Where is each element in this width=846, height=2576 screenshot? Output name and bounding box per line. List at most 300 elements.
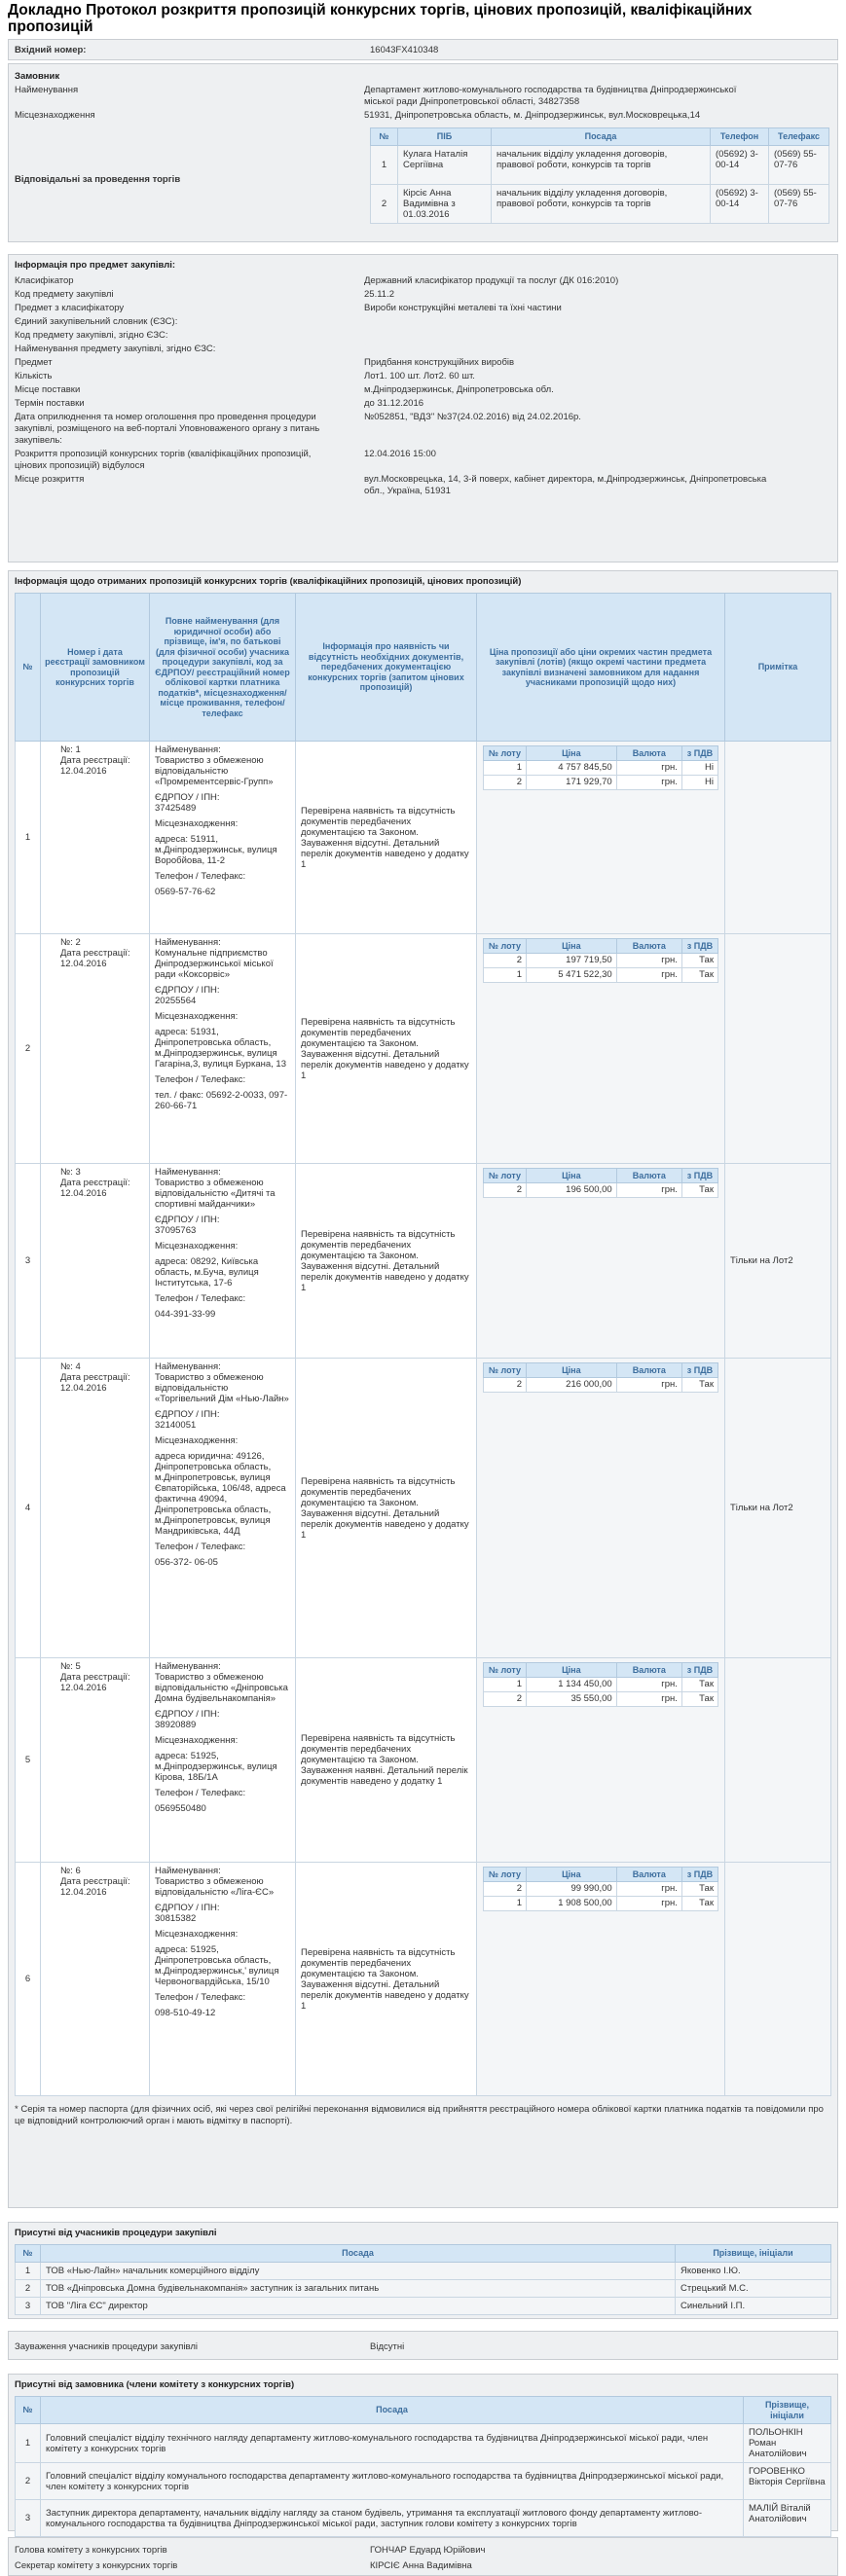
customer-location: 51931, Дніпропетровська область, м. Дніпродзержинськ, вул.Московрецька,14 xyxy=(364,110,701,121)
bid-participant xyxy=(150,934,296,1164)
bid-number: 2 xyxy=(16,934,41,1164)
committee-heading: Присутні від замовника (члени комітету з конкурсних торгів) xyxy=(15,2379,295,2390)
lot-row xyxy=(484,1183,718,1198)
lot-vat: Так xyxy=(681,1692,717,1707)
subject-row xyxy=(9,411,837,448)
lot-currency: грн. xyxy=(616,1692,681,1707)
lot-col: з ПДВ xyxy=(681,1363,717,1378)
lot-col: з ПДВ xyxy=(681,746,717,761)
participants-heading: Присутні від учасників процедури закупівлі xyxy=(15,2228,217,2238)
participant-n: 3 xyxy=(16,2297,41,2314)
lot-price: 196 500,00 xyxy=(527,1183,617,1198)
bid-code-label: ЄДРПОУ / ІПН: xyxy=(155,792,220,803)
lot-row xyxy=(484,1882,718,1897)
lot-col: Ціна xyxy=(527,1169,617,1183)
lot-price: 171 929,70 xyxy=(527,776,617,790)
bid-name: Товариство з обмеженою відповідальністю «Торгівельний Дім «Нью-Лайн» xyxy=(155,1372,289,1404)
bid-name-label: Найменування: xyxy=(155,1167,221,1178)
lot-vat: Ні xyxy=(681,776,717,790)
lot-col: Ціна xyxy=(527,939,617,954)
lot-col: Валюта xyxy=(616,1868,681,1882)
table-row xyxy=(16,2463,831,2500)
bid-documents: Перевірена наявність та відсутність документів передбачених документацією та Законом. Зауваження відсутні. Детальний перелік документів наведено у додатку 1 xyxy=(296,1359,477,1658)
customer-location-label: Місцезнаходження xyxy=(15,110,95,121)
table-row xyxy=(16,1863,831,2096)
bid-prices xyxy=(477,934,725,1164)
lot-header-row xyxy=(484,1169,718,1183)
bid-code-label: ЄДРПОУ / ІПН: xyxy=(155,1409,220,1420)
bid-location-label: Місцезнаходження: xyxy=(155,1735,239,1746)
committee-table xyxy=(15,2396,831,2537)
lot-number: 1 xyxy=(484,968,527,983)
subject-box xyxy=(8,254,838,562)
customer-name: Департамент житлово-комунального господарства та будівництва Дніпродзержинської міської ради Дніпропетровської області, 34827358 xyxy=(364,85,737,107)
bid-name: Товариство з обмеженою відповідальністю «Дніпровська Домна будівельнакомпанія» xyxy=(155,1672,288,1704)
bid-name-label: Найменування: xyxy=(155,1866,221,1876)
lot-price: 216 000,00 xyxy=(527,1378,617,1393)
lot-col: Валюта xyxy=(616,746,681,761)
participant-name: Яковенко І.Ю. xyxy=(676,2262,831,2279)
subject-table xyxy=(9,274,837,498)
bid-documents: Перевірена наявність та відсутність документів передбачених документацією та Законом. Зауваження відсутні. Детальний перелік документів наведено у додатку 1 xyxy=(296,1863,477,2096)
bid-phone-label: Телефон / Телефакс: xyxy=(155,1074,246,1085)
bid-reg-number: №: 2 xyxy=(60,937,81,948)
committee-name: ГОРОВЕНКО Вікторія Сергіївна xyxy=(744,2463,831,2500)
bid-name-label: Найменування: xyxy=(155,1361,221,1372)
lot-vat: Так xyxy=(681,1183,717,1198)
committee-n: 1 xyxy=(16,2424,41,2463)
bid-prices xyxy=(477,1658,725,1863)
bid-note: Тільки на Лот2 xyxy=(725,1359,831,1658)
remarks-label: Зауваження учасників процедури закупівлі xyxy=(15,2341,198,2352)
lot-vat: Так xyxy=(681,1882,717,1897)
bid-number: 1 xyxy=(16,742,41,934)
bid-reg-date: 12.04.2016 xyxy=(60,1887,107,1898)
lot-price-table xyxy=(483,1362,718,1393)
responsible-table xyxy=(370,127,829,224)
bid-code: 37095763 xyxy=(155,1225,197,1236)
lot-header-row xyxy=(484,939,718,954)
bid-reg-date-label: Дата реєстрації: xyxy=(60,1672,130,1683)
lot-row xyxy=(484,776,718,790)
bids-col-docs: Інформація про наявність чи відсутність необхідних документів, передбачених документацією конкурсних торгів (запитом цінових пропозицій) xyxy=(296,594,477,742)
table-row xyxy=(16,742,831,934)
bid-name: Товариство з обмеженою відповідальністю «Промрементсервіс-Групп» xyxy=(155,755,274,787)
lot-row xyxy=(484,1678,718,1692)
bid-location-label: Місцезнаходження: xyxy=(155,1435,239,1446)
bid-address: адреса: 51925, м.Дніпродзержинськ, вулиця Кірова, 18Б/1А xyxy=(155,1751,277,1783)
subject-row xyxy=(9,473,837,498)
lot-currency: грн. xyxy=(616,776,681,790)
bid-participant xyxy=(150,1658,296,1863)
secretary-label: Секретар комітету з конкурсних торгів xyxy=(15,2560,178,2571)
participants-table xyxy=(15,2244,831,2315)
signatures-box xyxy=(8,2537,838,2576)
bid-code: 37425489 xyxy=(155,803,197,814)
lot-col: з ПДВ xyxy=(681,939,717,954)
lot-col: № лоту xyxy=(484,939,527,954)
resp-col-phone: Телефон xyxy=(711,128,769,146)
bid-name: Комунальне підприємство Дніпродзержинської міської ради «Коксорвіс» xyxy=(155,948,274,980)
lot-header-row xyxy=(484,1363,718,1378)
committee-n: 2 xyxy=(16,2463,41,2500)
lot-number: 1 xyxy=(484,1897,527,1911)
bid-phone: 0569-57-76-62 xyxy=(155,887,216,897)
page-title: Докладно Протокол розкриття пропозицій конкурсних торгів, цінових пропозицій, кваліфікаційних пропозицій xyxy=(8,2,753,35)
subject-key: Термін поставки xyxy=(15,398,85,409)
lot-col: № лоту xyxy=(484,1169,527,1183)
committee-col-position: Посада xyxy=(41,2397,744,2424)
participant-n: 2 xyxy=(16,2279,41,2297)
responsible-label: Відповідальні за проведення торгів xyxy=(15,174,181,185)
subject-key: Кількість xyxy=(15,371,53,381)
bid-name: Товариство з обмеженою відповідальністю «Дитячі та спортивні майданчики» xyxy=(155,1178,276,1210)
lot-number: 2 xyxy=(484,776,527,790)
bids-col-participant: Повне найменування (для юридичної особи) або прізвище, ім'я, по батькові (для фізичної особи) учасника процедури закупівлі, код за ЄДРПОУ/ реєстраційний номер облікової картки платника податків*, місцезнаходження/ місце проживання, телефон/ телефакс xyxy=(150,594,296,742)
bid-registration xyxy=(41,1359,150,1658)
bid-prices xyxy=(477,1863,725,2096)
head-name: ГОНЧАР Едуард Юрійович xyxy=(370,2545,486,2556)
lot-vat: Так xyxy=(681,1678,717,1692)
subject-key: Розкриття пропозицій конкурсних торгів (кваліфікаційних пропозицій, цінових пропозицій) відбулося xyxy=(15,449,312,471)
subject-value: 25.11.2 xyxy=(364,289,394,300)
lot-header-row xyxy=(484,1868,718,1882)
subject-row xyxy=(9,274,837,288)
resp-col-position: Посада xyxy=(492,128,711,146)
bid-note xyxy=(725,1863,831,2096)
lot-row xyxy=(484,968,718,983)
customer-name-label: Найменування xyxy=(15,85,79,95)
bid-number: 6 xyxy=(16,1863,41,2096)
bid-phone: 098-510-49-12 xyxy=(155,2008,216,2018)
bid-registration xyxy=(41,1863,150,2096)
lot-number: 2 xyxy=(484,1692,527,1707)
bid-note xyxy=(725,934,831,1164)
lot-col: Валюта xyxy=(616,939,681,954)
lot-currency: грн. xyxy=(616,1378,681,1393)
subject-value: вул.Московрецька, 14, 3-й поверх, кабінет директора, м.Дніпродзержинськ, Дніпропетровська обл., Україна, 51931 xyxy=(364,474,767,496)
table-row xyxy=(16,2424,831,2463)
bid-documents: Перевірена наявність та відсутність документів передбачених документацією та Законом. Зауваження відсутні. Детальний перелік документів наведено у додатку 1 xyxy=(296,742,477,934)
bid-reg-date-label: Дата реєстрації: xyxy=(60,755,130,766)
bid-participant xyxy=(150,1164,296,1359)
subject-key: Код предмету закупівлі, згідно ЄЗС: xyxy=(15,330,168,341)
participants-col-position: Посада xyxy=(41,2245,676,2263)
subject-value: 12.04.2016 15:00 xyxy=(364,449,436,459)
bid-phone-label: Телефон / Телефакс: xyxy=(155,1542,246,1552)
bid-location-label: Місцезнаходження: xyxy=(155,1241,239,1252)
bid-address: адреса: 51911, м.Дніпродзержинськ, вулиця Воробйова, 11-2 xyxy=(155,834,277,866)
subject-value: до 31.12.2016 xyxy=(364,398,424,409)
bid-reg-date-label: Дата реєстрації: xyxy=(60,948,130,959)
committee-col-name: Прізвище, ініціали xyxy=(744,2397,831,2424)
lot-col: № лоту xyxy=(484,746,527,761)
lot-number: 2 xyxy=(484,954,527,968)
bids-col-n: № xyxy=(16,594,41,742)
resp-col-fax: Телефакс xyxy=(769,128,829,146)
lot-currency: грн. xyxy=(616,954,681,968)
table-row: 1 Кулага Наталія Сергіївна начальник відділу укладення договорів, правової роботи, конкурсів та торгів (05692) 3-00-14 (0569) 55-07-76 xyxy=(371,145,829,184)
bid-documents: Перевірена наявність та відсутність документів передбачених документацією та Законом. Зауваження відсутні. Детальний перелік документів наведено у додатку 1 xyxy=(296,934,477,1164)
bid-phone-label: Телефон / Телефакс: xyxy=(155,1293,246,1304)
lot-col: № лоту xyxy=(484,1363,527,1378)
lot-vat: Так xyxy=(681,1897,717,1911)
subject-row xyxy=(9,315,837,329)
bid-code-label: ЄДРПОУ / ІПН: xyxy=(155,985,220,996)
bid-code-label: ЄДРПОУ / ІПН: xyxy=(155,1215,220,1225)
lot-row xyxy=(484,1897,718,1911)
lot-price-table xyxy=(483,1168,718,1198)
participants-box xyxy=(8,2222,838,2319)
bid-reg-date: 12.04.2016 xyxy=(60,766,107,777)
subject-row xyxy=(9,356,837,370)
lot-col: Ціна xyxy=(527,746,617,761)
subject-row xyxy=(9,397,837,411)
bid-phone: 0569550480 xyxy=(155,1803,206,1814)
subject-value: Придбання конструкційних виробів xyxy=(364,357,515,368)
bid-reg-date-label: Дата реєстрації: xyxy=(60,1178,130,1188)
lot-vat: Так xyxy=(681,954,717,968)
remarks-value: Відсутні xyxy=(370,2341,405,2352)
bid-registration xyxy=(41,1658,150,1863)
subject-key: Предмет xyxy=(15,357,53,368)
bid-reg-date-label: Дата реєстрації: xyxy=(60,1372,130,1383)
bid-code: 38920889 xyxy=(155,1720,197,1730)
bid-note xyxy=(725,742,831,934)
bid-location-label: Місцезнаходження: xyxy=(155,1929,239,1940)
committee-position: Головний спеціаліст відділу технічного нагляду департаменту житлово-комунального господарства та будівництва Дніпродзержинської міської ради, член комітету з конкурсних торгів xyxy=(41,2424,744,2463)
lot-col: № лоту xyxy=(484,1868,527,1882)
lot-vat: Так xyxy=(681,1378,717,1393)
lot-price-table xyxy=(483,938,718,983)
bid-number: 5 xyxy=(16,1658,41,1863)
participant-position: ТОВ «Нью-Лайн» начальник комерційного відділу xyxy=(41,2262,676,2279)
bid-phone: тел. / факс: 05692-2-0033, 097-260-66-71 xyxy=(155,1090,288,1111)
lot-price: 1 908 500,00 xyxy=(527,1897,617,1911)
in-number-box xyxy=(8,39,838,60)
committee-name: МАЛІЙ Віталій Анатолійович xyxy=(744,2500,831,2537)
lot-currency: грн. xyxy=(616,761,681,776)
customer-heading: Замовник xyxy=(15,71,60,82)
bid-participant xyxy=(150,1863,296,2096)
subject-row xyxy=(9,370,837,383)
resp-col-n: № xyxy=(371,128,398,146)
lot-price: 35 550,00 xyxy=(527,1692,617,1707)
lot-currency: грн. xyxy=(616,1183,681,1198)
bid-reg-number: №: 5 xyxy=(60,1661,81,1672)
participant-name: Синельний І.П. xyxy=(676,2297,831,2314)
bids-col-reg: Номер і дата реєстрації замовником пропозицій конкурсних торгів xyxy=(41,594,150,742)
subject-row xyxy=(9,383,837,397)
bid-code: 32140051 xyxy=(155,1420,197,1431)
lot-vat: Так xyxy=(681,968,717,983)
lot-col: з ПДВ xyxy=(681,1169,717,1183)
table-row xyxy=(16,2262,831,2279)
lot-price-table xyxy=(483,1662,718,1707)
customer-table xyxy=(9,70,837,123)
bid-location-label: Місцезнаходження: xyxy=(155,818,239,829)
lot-currency: грн. xyxy=(616,968,681,983)
bid-phone: 044-391-33-99 xyxy=(155,1309,216,1320)
committee-name: ПОЛЬОНКІН Роман Анатолійович xyxy=(744,2424,831,2463)
lot-price: 4 757 845,50 xyxy=(527,761,617,776)
bid-phone: 056-372- 06-05 xyxy=(155,1557,218,1568)
bid-documents: Перевірена наявність та відсутність документів передбачених документацією та Законом. Зауваження відсутні. Детальний перелік документів наведено у додатку 1 xyxy=(296,1164,477,1359)
lot-price: 5 471 522,30 xyxy=(527,968,617,983)
lot-col: № лоту xyxy=(484,1663,527,1678)
bid-phone-label: Телефон / Телефакс: xyxy=(155,1788,246,1798)
bid-address: адреса: 51931, Дніпропетровська область, м.Дніпродзержинськ, вулиця Гагаріна,3, вулиця Буркана, 13 xyxy=(155,1027,286,1070)
subject-key: Предмет з класифікатору xyxy=(15,303,125,313)
lot-col: з ПДВ xyxy=(681,1663,717,1678)
bid-address: адреса юридична: 49126, Дніпропетровська область, м.Дніпропетровськ, вулиця Євпаторійська, 106/48, адреса фактична 49094, Дніпропетровська область, м.Дніпропетровськ, вулиця Мандриківська, 44Д xyxy=(155,1451,286,1537)
lot-col: з ПДВ xyxy=(681,1868,717,1882)
lot-number: 2 xyxy=(484,1378,527,1393)
bid-reg-date: 12.04.2016 xyxy=(60,1188,107,1199)
bid-name: Товариство з обмеженою відповідальністю «Ліга-ЄС» xyxy=(155,1876,275,1898)
bid-name-label: Найменування: xyxy=(155,937,221,948)
bids-table xyxy=(15,593,831,2096)
bid-prices xyxy=(477,1359,725,1658)
subject-key: Місце розкриття xyxy=(15,474,85,485)
committee-n: 3 xyxy=(16,2500,41,2537)
subject-key: Дата оприлюднення та номер оголошення про проведення процедури закупівлі, розміщеного на веб-порталі Уповноваженого органу з питань закупівель: xyxy=(15,412,320,446)
bid-code-label: ЄДРПОУ / ІПН: xyxy=(155,1709,220,1720)
lot-col: Валюта xyxy=(616,1169,681,1183)
lot-header-row xyxy=(484,1663,718,1678)
remarks-box xyxy=(8,2331,838,2360)
bid-prices xyxy=(477,1164,725,1359)
bid-reg-date: 12.04.2016 xyxy=(60,959,107,969)
lot-header-row xyxy=(484,746,718,761)
lot-price: 197 719,50 xyxy=(527,954,617,968)
bid-code-label: ЄДРПОУ / ІПН: xyxy=(155,1903,220,1913)
subject-row xyxy=(9,329,837,343)
participant-position: ТОВ "Ліга ЄС" директор xyxy=(41,2297,676,2314)
head-label: Голова комітету з конкурсних торгів xyxy=(15,2545,167,2556)
subject-value: №052851, "ВДЗ" №37(24.02.2016) від 24.02.2016р. xyxy=(364,412,581,422)
subject-row xyxy=(9,448,837,473)
lot-col: Ціна xyxy=(527,1868,617,1882)
table-row xyxy=(16,2279,831,2297)
subject-row xyxy=(9,343,837,356)
lot-number: 2 xyxy=(484,1183,527,1198)
bid-number: 4 xyxy=(16,1359,41,1658)
table-row xyxy=(16,1164,831,1359)
bid-registration xyxy=(41,1164,150,1359)
bid-code: 20255564 xyxy=(155,996,197,1006)
bids-col-note: Примітка xyxy=(725,594,831,742)
participants-col-name: Прізвище, ініціали xyxy=(676,2245,831,2263)
bid-address: адреса: 51925, Дніпропетровська область, м.Дніпродзержинськ,' вулиця Червоногвардійська, 15/10 xyxy=(155,1944,279,1987)
committee-position: Заступник директора департаменту, начальник відділу нагляду за станом будівель, утримання та експлуатації житлового фонду департаменту житлово-комунального господарства та будівництва Дніпродзержинської міської ради, заступник голови комітету з конкурсних торгів xyxy=(41,2500,744,2537)
lot-row xyxy=(484,1692,718,1707)
bid-reg-date-label: Дата реєстрації: xyxy=(60,1876,130,1887)
bid-reg-number: №: 4 xyxy=(60,1361,81,1372)
table-row xyxy=(16,934,831,1164)
bid-reg-number: №: 1 xyxy=(60,744,81,755)
lot-currency: грн. xyxy=(616,1897,681,1911)
lot-price-table xyxy=(483,1867,718,1911)
bid-number: 3 xyxy=(16,1164,41,1359)
subject-heading: Інформація про предмет закупівлі: xyxy=(15,260,176,271)
lot-row xyxy=(484,1378,718,1393)
subject-key: Класифікатор xyxy=(15,275,74,286)
bid-code: 30815382 xyxy=(155,1913,197,1924)
lot-vat: Ні xyxy=(681,761,717,776)
bid-name-label: Найменування: xyxy=(155,1661,221,1672)
bid-note: Тільки на Лот2 xyxy=(725,1164,831,1359)
bid-reg-number: №: 3 xyxy=(60,1167,81,1178)
lot-row xyxy=(484,954,718,968)
secretary-name: КІРСІЄ Анна Вадимівна xyxy=(370,2560,472,2571)
lot-price: 1 134 450,00 xyxy=(527,1678,617,1692)
in-number-value: 16043FX410348 xyxy=(370,45,439,55)
lot-currency: грн. xyxy=(616,1882,681,1897)
bid-name-label: Найменування: xyxy=(155,744,221,755)
participants-col-n: № xyxy=(16,2245,41,2263)
bid-reg-date: 12.04.2016 xyxy=(60,1683,107,1693)
bid-prices xyxy=(477,742,725,934)
subject-row xyxy=(9,288,837,302)
subject-value: м.Дніпродзержинськ, Дніпропетровська обл. xyxy=(364,384,554,395)
table-row xyxy=(16,1658,831,1863)
table-row xyxy=(16,1359,831,1658)
lot-price: 99 990,00 xyxy=(527,1882,617,1897)
lot-col: Ціна xyxy=(527,1363,617,1378)
participant-n: 1 xyxy=(16,2262,41,2279)
subject-value: Лот1. 100 шт. Лот2. 60 шт. xyxy=(364,371,475,381)
in-number-label: Вхідний номер: xyxy=(15,45,87,55)
bid-documents: Перевірена наявність та відсутність документів передбачених документацією та Законом. Зауваження наявні. Детальний перелік документів наведено у додатку 1 xyxy=(296,1658,477,1863)
lot-number: 1 xyxy=(484,761,527,776)
subject-key: Найменування предмету закупівлі, згідно ЄЗС: xyxy=(15,344,216,354)
subject-value: Вироби конструкційні металеві та їхні частини xyxy=(364,303,562,313)
lot-col: Валюта xyxy=(616,1663,681,1678)
bid-registration xyxy=(41,742,150,934)
lot-price-table xyxy=(483,745,718,790)
subject-key: Місце поставки xyxy=(15,384,81,395)
lot-number: 2 xyxy=(484,1882,527,1897)
participant-position: ТОВ «Дніпровська Домна будівельнакомпанія» заступник із загальних питань xyxy=(41,2279,676,2297)
bid-registration xyxy=(41,934,150,1164)
lot-col: Ціна xyxy=(527,1663,617,1678)
bids-col-price: Ціна пропозиції або ціни окремих частин предмета закупівлі (лотів) (якщо окремі частини предмета закупівлі визначені замовником для надання учасниками пропозицій щодо них) xyxy=(477,594,725,742)
bid-phone-label: Телефон / Телефакс: xyxy=(155,1992,246,2003)
bids-heading: Інформація щодо отриманих пропозицій конкурсних торгів (кваліфікаційних пропозицій, цінових пропозицій) xyxy=(15,576,522,587)
lot-number: 1 xyxy=(484,1678,527,1692)
bid-phone-label: Телефон / Телефакс: xyxy=(155,871,246,882)
bid-participant xyxy=(150,742,296,934)
bids-footnote: * Серія та номер паспорта (для фізичних осіб, які через свої релігійні переконання відмовилися від прийняття реєстраційного номера облікової картки платника податків та повідомили про це відповідний контролюючий орган і мають відмітку в паспорті). xyxy=(15,2104,824,2126)
bid-participant xyxy=(150,1359,296,1658)
table-row xyxy=(16,2500,831,2537)
bid-reg-date: 12.04.2016 xyxy=(60,1383,107,1394)
subject-row xyxy=(9,302,837,315)
bids-box xyxy=(8,570,838,2208)
lot-currency: грн. xyxy=(616,1678,681,1692)
table-row: 2 Кірсіє Анна Вадимівна з 01.03.2016 начальник відділу укладення договорів, правової роботи, конкурсів та торгів (05692) 3-00-14 (0569) 55-07-76 xyxy=(371,184,829,223)
bid-location-label: Місцезнаходження: xyxy=(155,1011,239,1022)
committee-position: Головний спеціаліст відділу комунального господарства департаменту житлово-комунального господарства та будівництва Дніпродзержинської міської ради, член комітету з конкурсних торгів xyxy=(41,2463,744,2500)
bid-reg-number: №: 6 xyxy=(60,1866,81,1876)
subject-key: Єдиний закупівельний словник (ЄЗС): xyxy=(15,316,178,327)
resp-col-name: ПІБ xyxy=(398,128,492,146)
lot-row xyxy=(484,761,718,776)
customer-box xyxy=(8,63,838,242)
committee-box xyxy=(8,2374,838,2531)
subject-value xyxy=(364,329,837,343)
